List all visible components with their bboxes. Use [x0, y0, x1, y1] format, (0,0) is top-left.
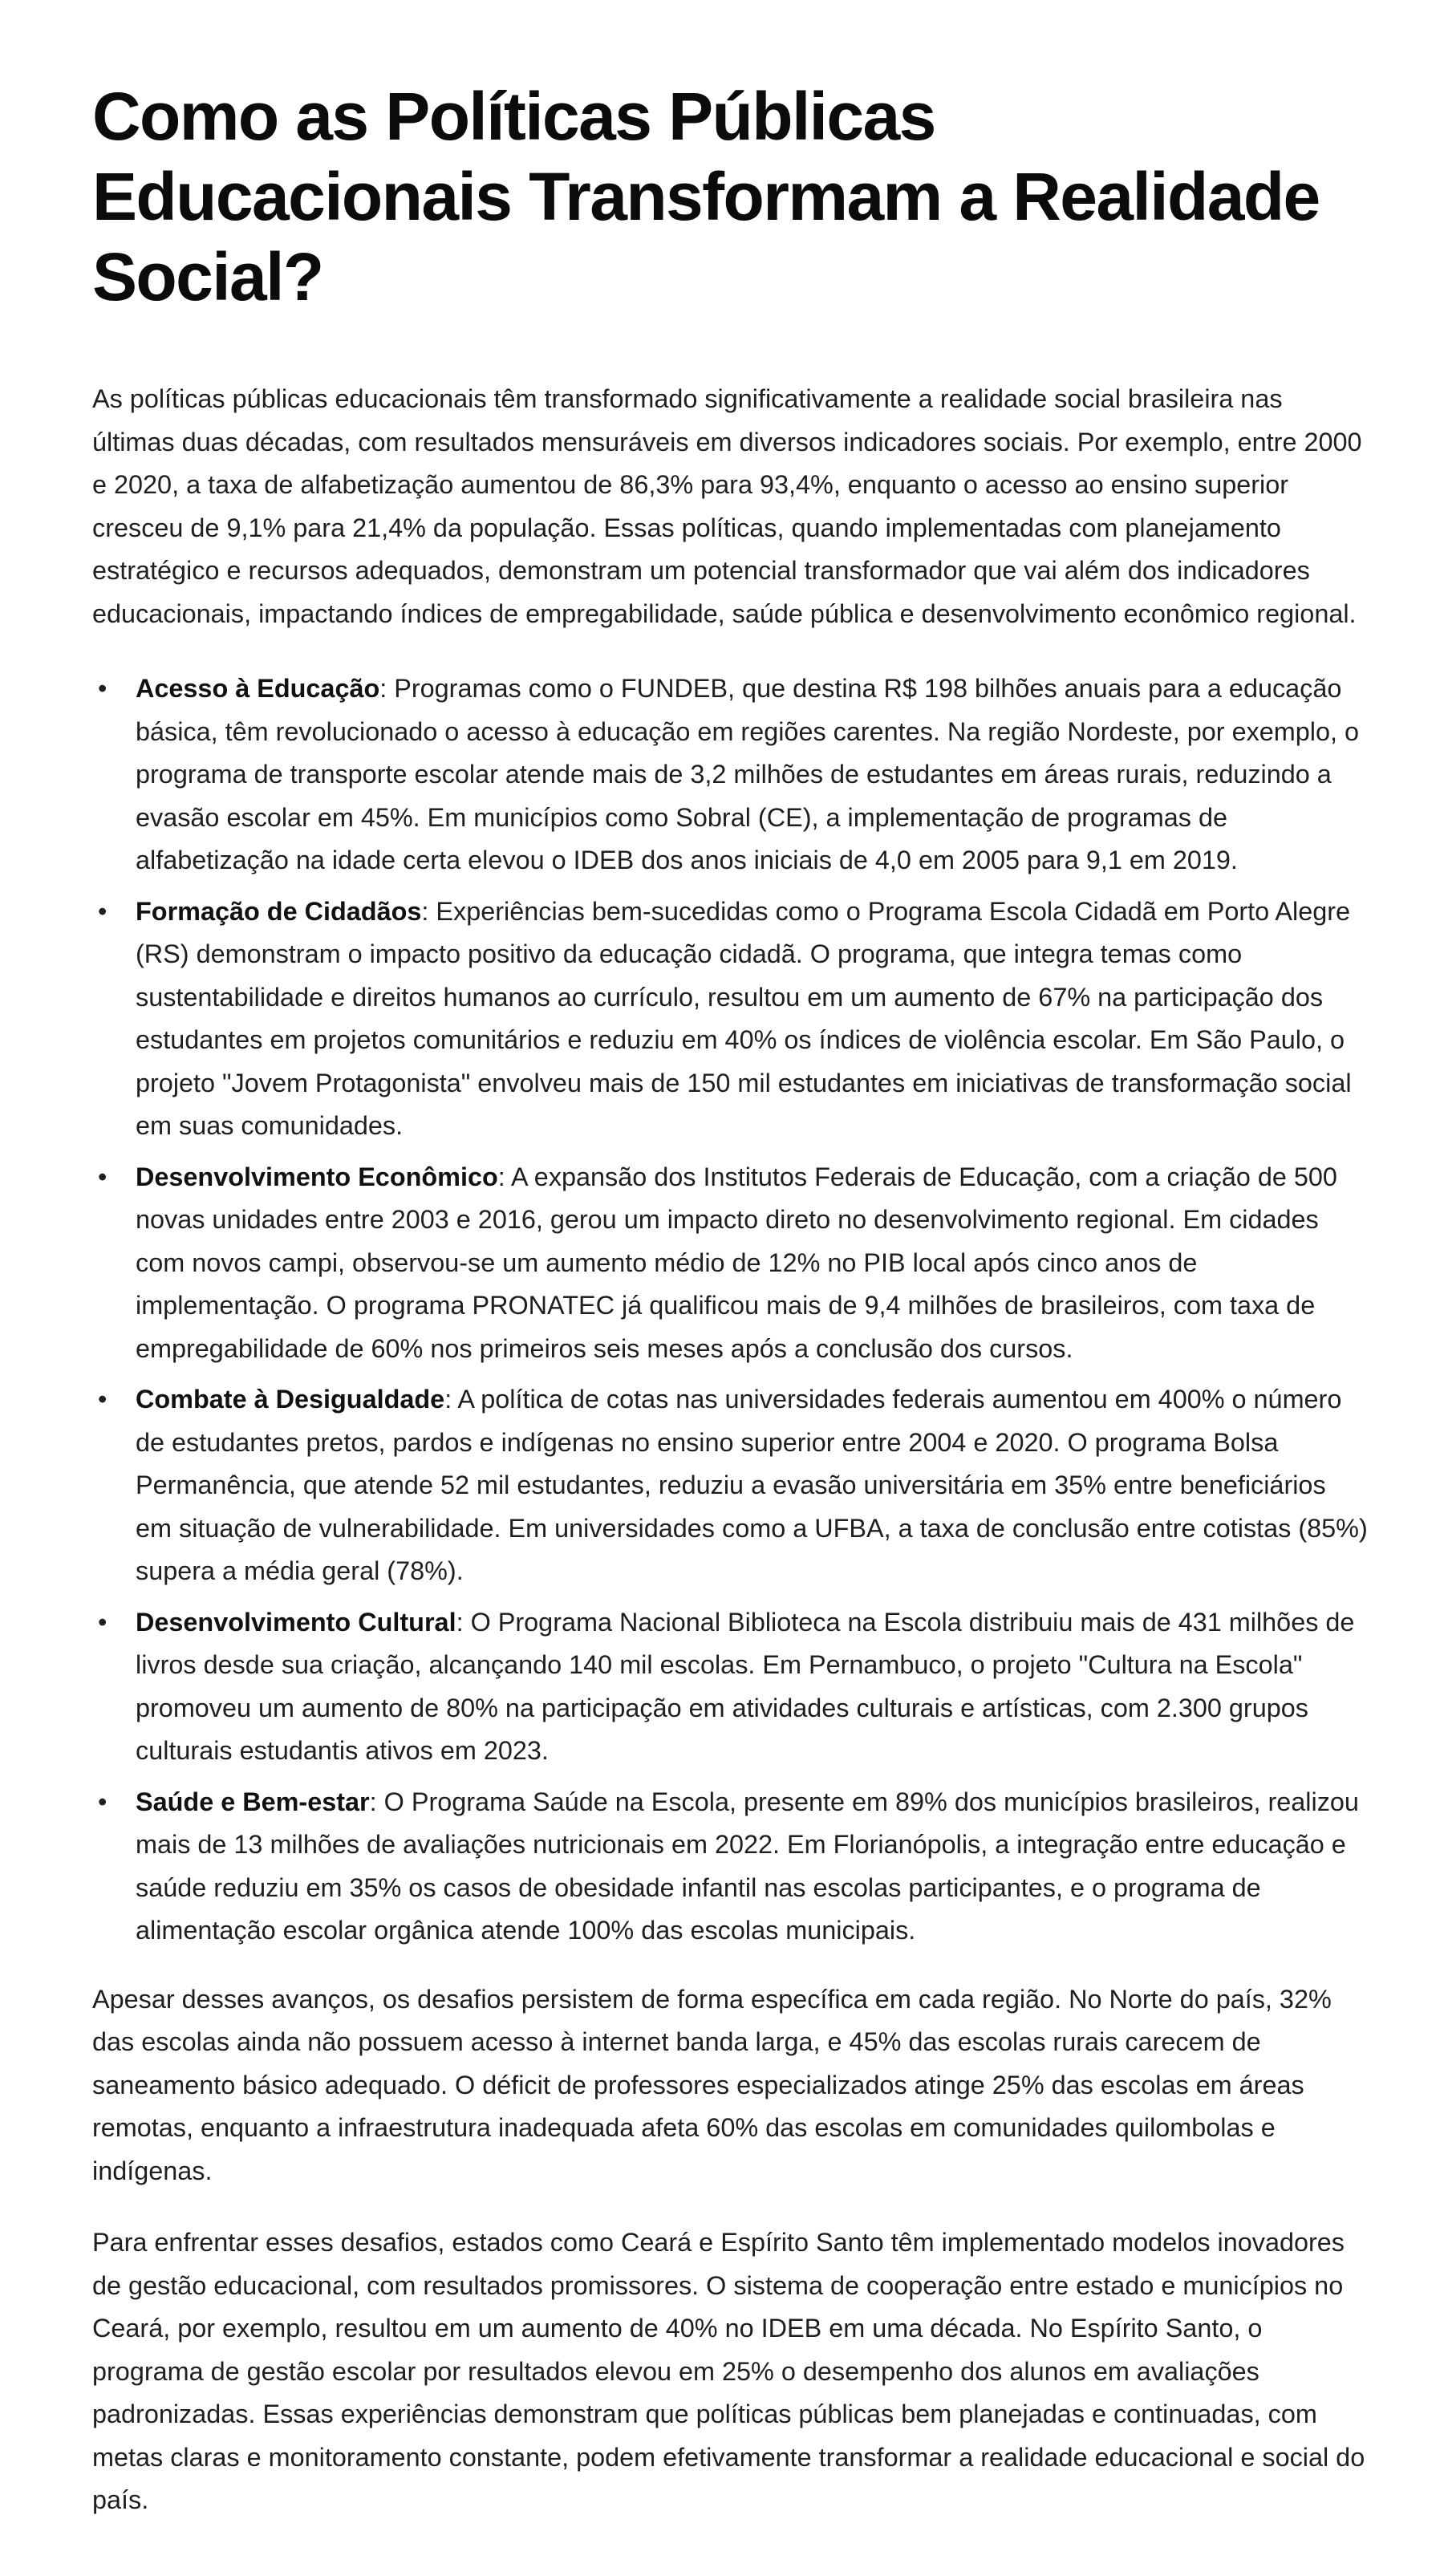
- list-item-acesso-educacao: [92, 667, 1368, 882]
- bullet-icon: •: [98, 1162, 107, 1191]
- list-item-saude-bem-estar: [92, 1781, 1368, 1953]
- conclusion-paragraph: Para enfrentar esses desafios, estados como Ceará e Espírito Santo têm implementado modelos inovadores de gestão educacional, com resultados promissores. O sistema de cooperação entre estado e municípios no Ceará, por exemplo, resultou em um aumento de 40% no IDEB em uma década. No Espírito Santo, o programa de gestão escolar por resultados elevou em 25% o desempenho dos alunos em avaliações padronizadas. Essas experiências demonstram que políticas públicas bem planejadas e continuadas, com metas claras e monitoramento constante, podem efetivamente transformar a realidade educacional e social do país.: [92, 2228, 1365, 2514]
- list-item-formacao-cidadaos: [92, 890, 1368, 1148]
- bullet-icon: •: [98, 1787, 107, 1816]
- page-title: Como as Políticas Públicas Educacionais Transformam a Realidade Social?: [92, 79, 1320, 314]
- list-item-text: : O Programa Saúde na Escola, presente em 89% dos municípios brasileiros, realizou mais de 13 milhões de avaliações nutricionais em 2022. Em Florianópolis, a integração entre educação e saúde reduziu em 35% os casos de obesidade infantil nas escolas participantes, e o programa de alimentação escolar orgânica atende 100% das escolas municipais.: [136, 1787, 1359, 1945]
- bullet-icon: •: [98, 1607, 107, 1637]
- article: [92, 76, 1368, 2522]
- intro-paragraph: As políticas públicas educacionais têm transformado significativamente a realidade social brasileira nas últimas duas décadas, com resultados mensuráveis em diversos indicadores sociais. Por exemplo, entre 2000 e 2020, a taxa de alfabetização aumentou de 86,3% para 93,4%, enquanto o acesso ao ensino superior cresceu de 9,1% para 21,4% da população. Essas políticas, quando implementadas com planejamento estratégico e recursos adequados, demonstram um potencial transformador que vai além dos indicadores educacionais, impactando índices de empregabilidade, saúde pública e desenvolvimento econômico regional.: [92, 384, 1362, 628]
- list-item-text: : Programas como o FUNDEB, que destina R$ 198 bilhões anuais para a educação básica, têm revolucionado o acesso à educação em regiões carentes. Na região Nordeste, por exemplo, o programa de transporte escolar atende mais de 3,2 milhões de estudantes em áreas rurais, reduzindo a evasão escolar em 45%. Em municípios como Sobral (CE), a implementação de programas de alfabetização na idade certa elevou o IDEB dos anos iniciais de 4,0 em 2005 para 9,1 em 2019.: [136, 674, 1360, 874]
- bullet-icon: •: [98, 674, 107, 703]
- list-item-text: : A expansão dos Institutos Federais de Educação, com a criação de 500 novas unidades entre 2003 e 2016, gerou um impacto direto no desenvolvimento regional. Em cidades com novos campi, observou-se um aumento médio de 12% no PIB local após cinco anos de implementação. O programa PRONATEC já qualificou mais de 9,4 milhões de brasileiros, com taxa de empregabilidade de 60% nos primeiros seis meses após a conclusão dos cursos.: [136, 1162, 1337, 1363]
- list-item-desenvolvimento-cultural: [92, 1601, 1368, 1773]
- list-item-text: : Experiências bem-sucedidas como o Programa Escola Cidadã em Porto Alegre (RS) demonstram o impacto positivo da educação cidadã. O programa, que integra temas como sustentabilidade e direitos humanos ao currículo, resultou em um aumento de 67% na participação dos estudantes em projetos comunitários e reduziu em 40% os índices de violência escolar. Em São Paulo, o projeto "Jovem Protagonista" envolveu mais de 150 mil estudantes em iniciativas de transformação social em suas comunidades.: [136, 896, 1352, 1140]
- bullet-icon: •: [98, 896, 107, 926]
- challenges-paragraph: Apesar desses avanços, os desafios persistem de forma específica em cada região. No Norte do país, 32% das escolas ainda não possuem acesso à internet banda larga, e 45% das escolas rurais carecem de saneamento básico adequado. O déficit de professores especializados atinge 25% das escolas em áreas remotas, enquanto a infraestrutura inadequada afeta 60% das escolas em comunidades quilombolas e indígenas.: [92, 1984, 1332, 2185]
- list-item-label: Desenvolvimento Econômico: [136, 1162, 498, 1191]
- list-item-text: : A política de cotas nas universidades federais aumentou em 400% o número de estudantes pretos, pardos e indígenas no ensino superior entre 2004 e 2020. O programa Bolsa Permanência, que atende 52 mil estudantes, reduziu a evasão universitária em 35% entre beneficiários em situação de vulnerabilidade. Em universidades como a UFBA, a taxa de conclusão entre cotistas (85%) supera a média geral (78%).: [136, 1385, 1368, 1585]
- bullet-icon: •: [98, 1385, 107, 1414]
- list-item-text: : O Programa Nacional Biblioteca na Escola distribuiu mais de 431 milhões de livros desde sua criação, alcançando 140 mil escolas. Em Pernambuco, o projeto "Cultura na Escola" promoveu um aumento de 80% na participação em atividades culturais e artísticas, com 2.300 grupos culturais estudantis ativos em 2023.: [136, 1607, 1355, 1765]
- list-item-label: Acesso à Educação: [136, 674, 380, 703]
- list-item-desenvolvimento-economico: [92, 1156, 1368, 1371]
- list-item-combate-desigualdade: [92, 1378, 1368, 1593]
- policy-list: [92, 667, 1368, 1953]
- list-item-label: Desenvolvimento Cultural: [136, 1607, 456, 1637]
- list-item-label: Combate à Desigualdade: [136, 1385, 445, 1414]
- list-item-label: Saúde e Bem-estar: [136, 1787, 370, 1816]
- list-item-label: Formação de Cidadãos: [136, 896, 422, 926]
